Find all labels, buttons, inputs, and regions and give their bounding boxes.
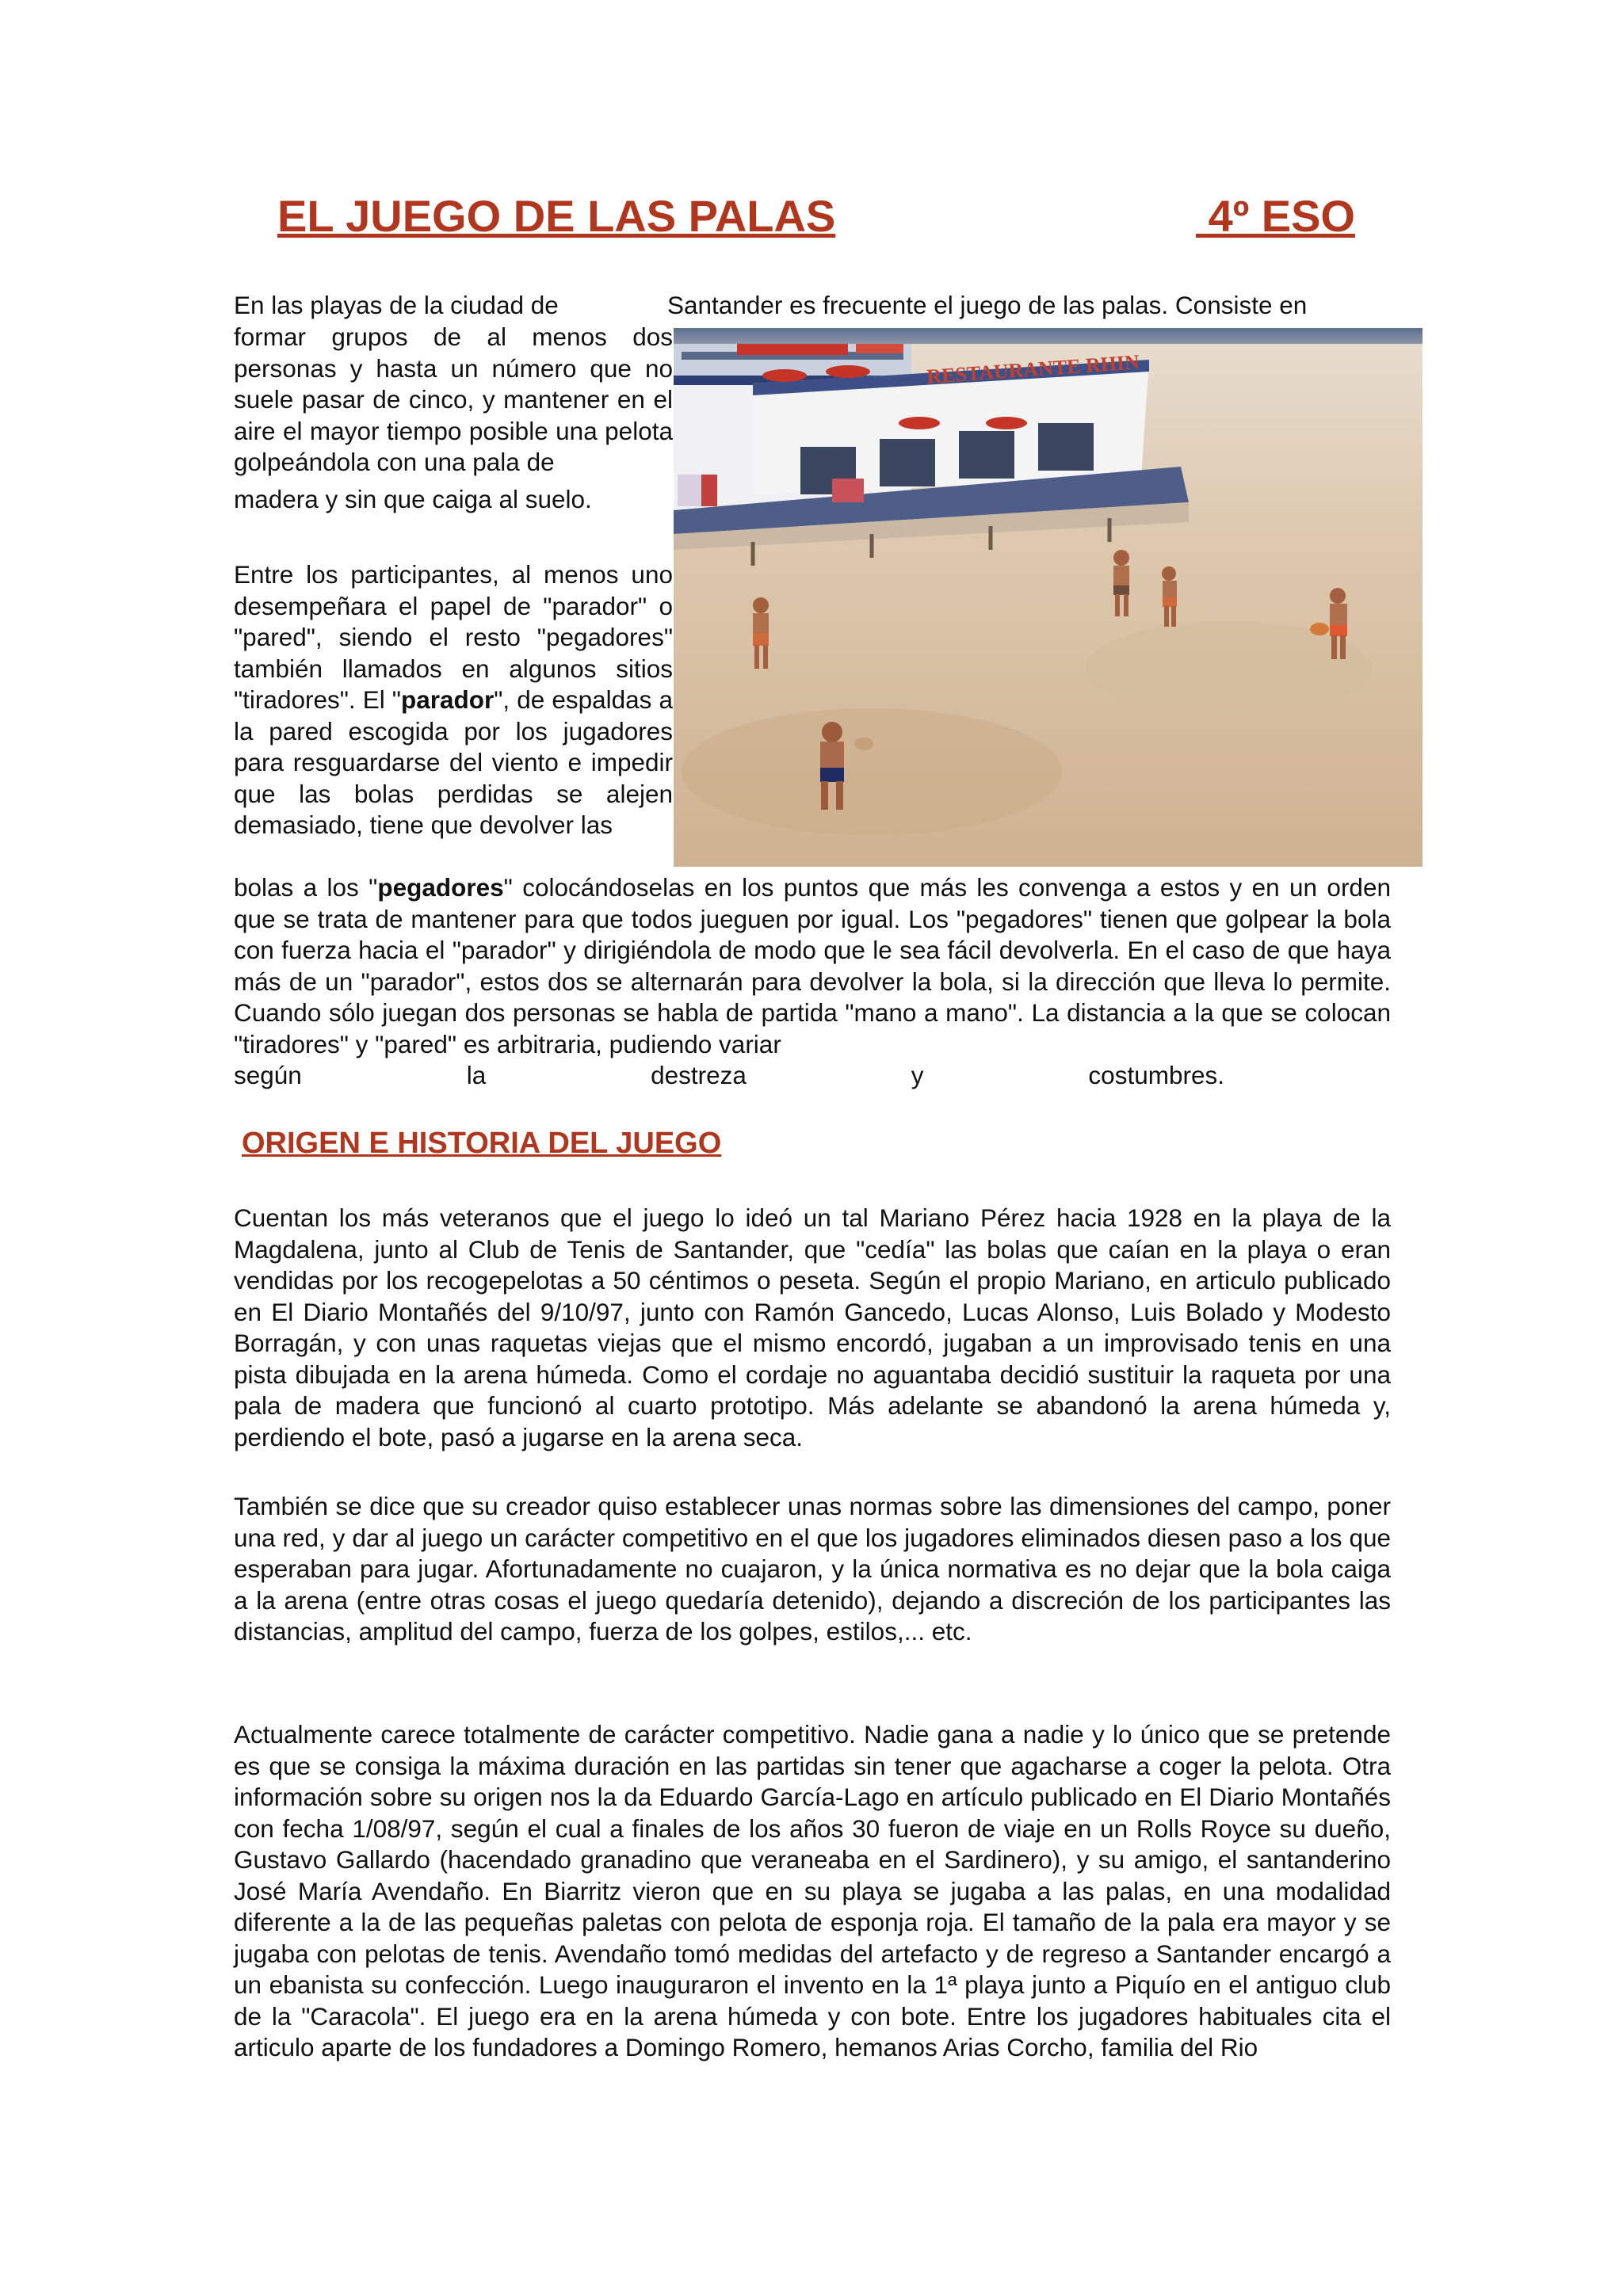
pegadores-term: pegadores [377,873,504,902]
players-text-1: Entre los participantes, al menos uno desempeñara el papel de "parador" o "pared", siendo el resto "pegadores" también llamados en algunos sitios "tiradores". El " [234,560,673,714]
players-paragraph [234,559,673,841]
page-title: EL JUEGO DE LAS PALAS [277,191,836,241]
continuation-text-1: bolas a los " [234,873,378,902]
parador-term: parador [400,685,495,714]
history-paragraph-3: Actualmente carece totalmente de carácter competitivo. Nadie gana a nadie y lo único que se pretende es que se consiga la máxima duración en las partidas sin tener que agacharse a coger la pelota. Otra información sobre su origen nos la da Eduardo García-Lago en artículo publicado en El Diario Montañés con fecha 1/08/97, según el cual a finales de los años 30 fueron de viaje en un Rolls Royce su dueño, Gustavo Gallardo (hacendado granadino que veraneaba en el Sardinero), y su amigo, el santanderino José María Avendaño. En Biarritz vieron que en su playa se jugaba a las palas, en una modalidad diferente a la de las pequeñas paletas con pelota de esponja roja. El tamaño de la pala era mayor y se jugaba con pelotas de tenis. Avendaño tomó medidas del artefacto y de regreso a Santander encargó a un ebanista su confección. Luego inauguraron el invento en la 1ª playa junto a Piquío en el antiguo club de la "Caracola". El juego era en la arena húmeda y con bote. Entre los jugadores habituales cita el articulo aparte de los fundadores a Domingo Romero, hemanos Arias Corcho, familia del Rio [234,1720,1391,2061]
history-paragraph-1: Cuentan los más veteranos que el juego lo ideó un tal Mariano Pérez hacia 1928 en la playa de la Magdalena, junto al Club de Tenis de Santander, que "cedía" las bolas que caían en la playa o eran vendidas por los recogepelotas a 50 céntimos o peseta. Según el propio Mariano, en articulo publicado en El Diario Montañés del 9/10/97, junto con Ramón Gancedo, Lucas Alonso, Luis Bolado y Modesto Borragán, y con unas raquetas viejas que el mismo encordó, jugaban a un improvisado tenis en una pista dibujada en la arena húmeda. Como el cordaje no aguantaba decidió sustituir la raqueta por una pala de madera que funcionó al cuarto prototipo. Más adelante se abandonó la arena húmeda y, perdiendo el bote, pasó a jugarse en la arena seca. [234,1203,1391,1451]
players-continuation [234,872,1391,1060]
intro-line-right: Santander es frecuente el juego de las palas. Consiste en [667,291,1308,319]
players-text-2: ", de espaldas a la pared escogida por los jugadores para resguardarse del viento e impedir que las bolas perdidas se alejen demasiado, tiene que devolver las [234,685,673,839]
players-last-line: según la destreza y costumbres. [234,1061,1224,1089]
continuation-text-2: " colocándoselas en los puntos que más les convenga a estos y en un orden que se trata de mantener para que todos jueguen por igual. Los "pegadores" tienen que golpear la bola con fuerza hacia el "parador" y dirigiéndola de modo que le sea fácil devolverla. En el caso de que haya más de un "parador", estos dos se alternarán para devolver la bola, si la dirección que lleva lo permite. Cuando sólo juegan dos personas se habla de partida "mano a mano". La distancia a la que se colocan "tiradores" y "pared" es arbitraria, pudiendo variar [234,873,1391,1058]
grade-label: 4º ESO [1196,191,1355,241]
title-row [277,190,1355,254]
intro-paragraph-wrap: formar grupos de al menos dos personas y hasta un número que no suele pasar de cinco, y mantener en el aire el mayor tiempo posible una pelota golpeándola con una pala de [234,322,673,476]
intro-paragraph-last: madera y sin que caiga al suelo. [234,485,592,513]
history-paragraph-2: También se dice que su creador quiso establecer unas normas sobre las dimensiones del campo, poner una red, y dar al juego un carácter competitivo en el que los jugadores eliminados diesen paso a los que esperaban para jugar. Afortunadamente no cuajaron, y la única normativa es no dejar que la bola caiga a la arena (entre otras cosas el juego quedaría detenido), dejando a discreción de los participantes las distancias, amplitud del campo, fuerza de los golpes, estilos,... etc. [234,1492,1391,1646]
beach-photo [674,328,1423,867]
restaurant-sign: RESTAURANTE RHIN [926,350,1140,388]
section-heading: ORIGEN E HISTORIA DEL JUEGO [242,1127,722,1160]
intro-line-left: En las playas de la ciudad de [234,291,559,319]
